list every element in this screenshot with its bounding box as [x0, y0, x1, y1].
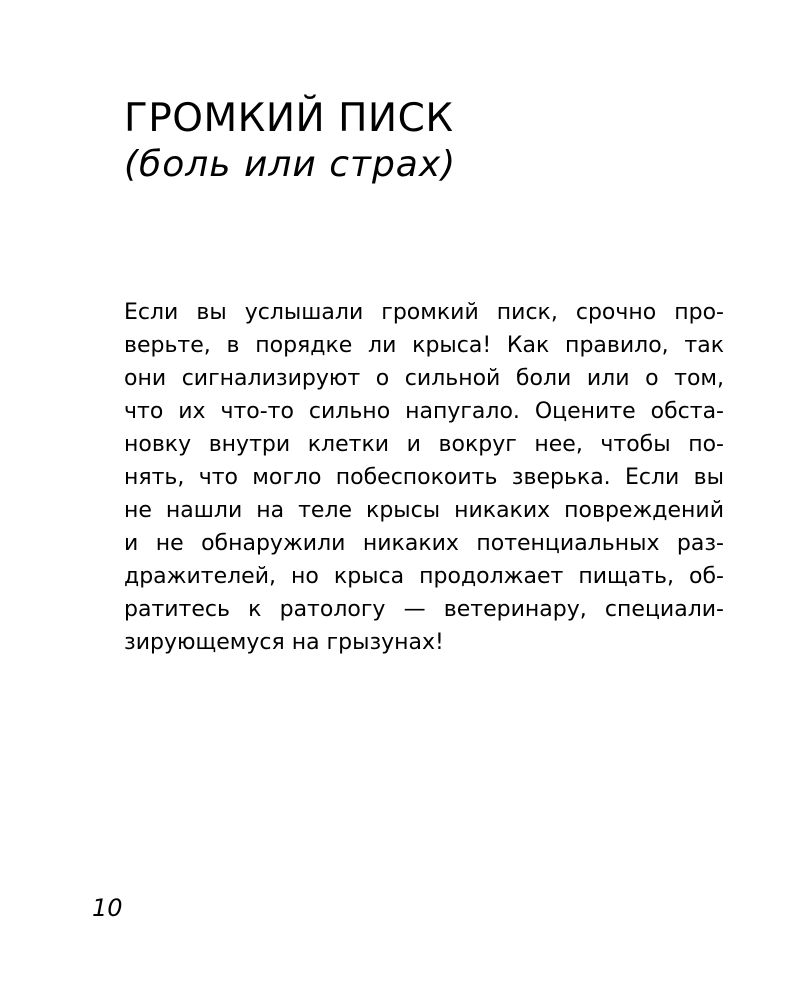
page-subtitle: (боль или страх) — [124, 144, 457, 185]
paragraph-line: зирующемуся на грызунах! — [124, 630, 444, 655]
body-paragraph — [124, 296, 724, 659]
paragraph-line: нять, что могло побеспокоить зверька. Если вы — [124, 465, 724, 490]
page-number: 10 — [92, 894, 123, 922]
paragraph-line: новку внутри клетки и вокруг нее, чтобы по- — [124, 432, 724, 457]
paragraph-line: они сигнализируют о сильной боли или о том, — [124, 366, 724, 391]
paragraph-line: что их что-то сильно напугало. Оцените обста- — [124, 399, 724, 424]
page-title: ГРОМКИЙ ПИСК — [124, 96, 454, 141]
paragraph-line: ратитесь к ратологу — ветеринару, специали- — [124, 597, 724, 622]
paragraph-line: и не обнаружили никаких потенциальных раз- — [124, 531, 724, 556]
paragraph-line: Если вы услышали громкий писк, срочно про- — [124, 300, 724, 325]
paragraph-line: верьте, в порядке ли крыса! Как правило, так — [124, 333, 724, 358]
paragraph-line: не нашли на теле крысы никаких повреждений — [124, 498, 724, 523]
paragraph-line: дражителей, но крыса продолжает пищать, об- — [124, 564, 724, 589]
